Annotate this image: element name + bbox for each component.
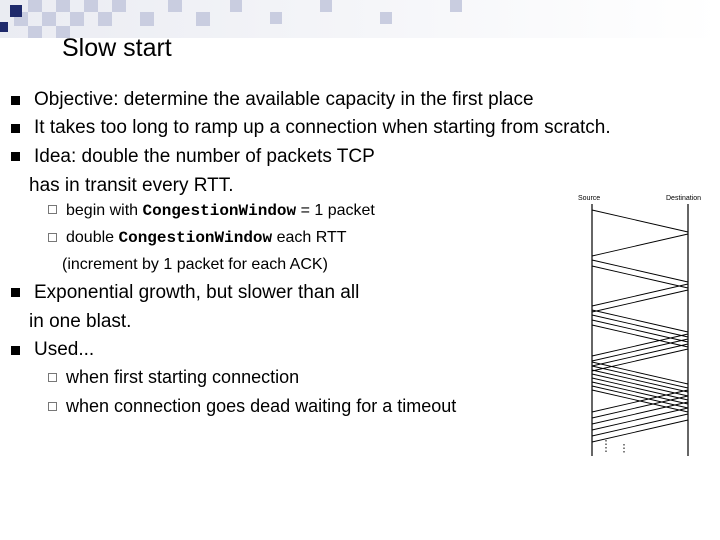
bullet-marker xyxy=(11,152,20,161)
sub-begin-code: CongestionWindow xyxy=(142,202,297,220)
sub-bullet-marker xyxy=(48,373,57,382)
sub-bullet-marker xyxy=(48,205,57,214)
bullet-used: Used... xyxy=(34,339,95,360)
sub-double-code: CongestionWindow xyxy=(118,229,273,247)
bullet-growth-line2: in one blast. xyxy=(29,311,132,332)
bullet-ramp-up: It takes too long to ramp up a connection when starting from scratch. xyxy=(34,117,611,138)
continuation-dots xyxy=(606,440,624,454)
bullet-idea-line1: Idea: double the number of packets TCP xyxy=(34,146,375,167)
slow-start-timing-diagram xyxy=(572,190,720,462)
bullet-objective: Objective: determine the available capacity in the first place xyxy=(34,89,534,110)
sub-bullet-marker xyxy=(48,233,57,242)
sub-begin-window xyxy=(66,196,375,226)
bullet-marker xyxy=(11,124,20,133)
sub-dead-timeout: when connection goes dead waiting for a timeout xyxy=(66,396,457,416)
destination-label: Destination xyxy=(666,195,702,202)
bullet-marker xyxy=(11,346,20,355)
sub-double-post: each RTT xyxy=(272,229,347,246)
bullet-idea-line2: has in transit every RTT. xyxy=(29,175,234,196)
packet-arrows xyxy=(592,210,688,442)
sub-double-pre: double xyxy=(66,229,119,246)
sub-increment-note: (increment by 1 packet for each ACK) xyxy=(62,256,328,273)
bullet-marker xyxy=(11,288,20,297)
sub-first-starting: when first starting connection xyxy=(66,367,300,387)
sub-bullet-marker xyxy=(48,402,57,411)
bullet-growth-line1: Exponential growth, but slower than all xyxy=(34,282,360,303)
sub-begin-pre: begin with xyxy=(66,202,143,219)
sub-double-window xyxy=(66,223,347,253)
source-label: Source xyxy=(578,195,601,202)
page-title: Slow start xyxy=(62,34,172,62)
sub-begin-post: = 1 packet xyxy=(296,202,375,219)
bullet-marker xyxy=(11,96,20,105)
